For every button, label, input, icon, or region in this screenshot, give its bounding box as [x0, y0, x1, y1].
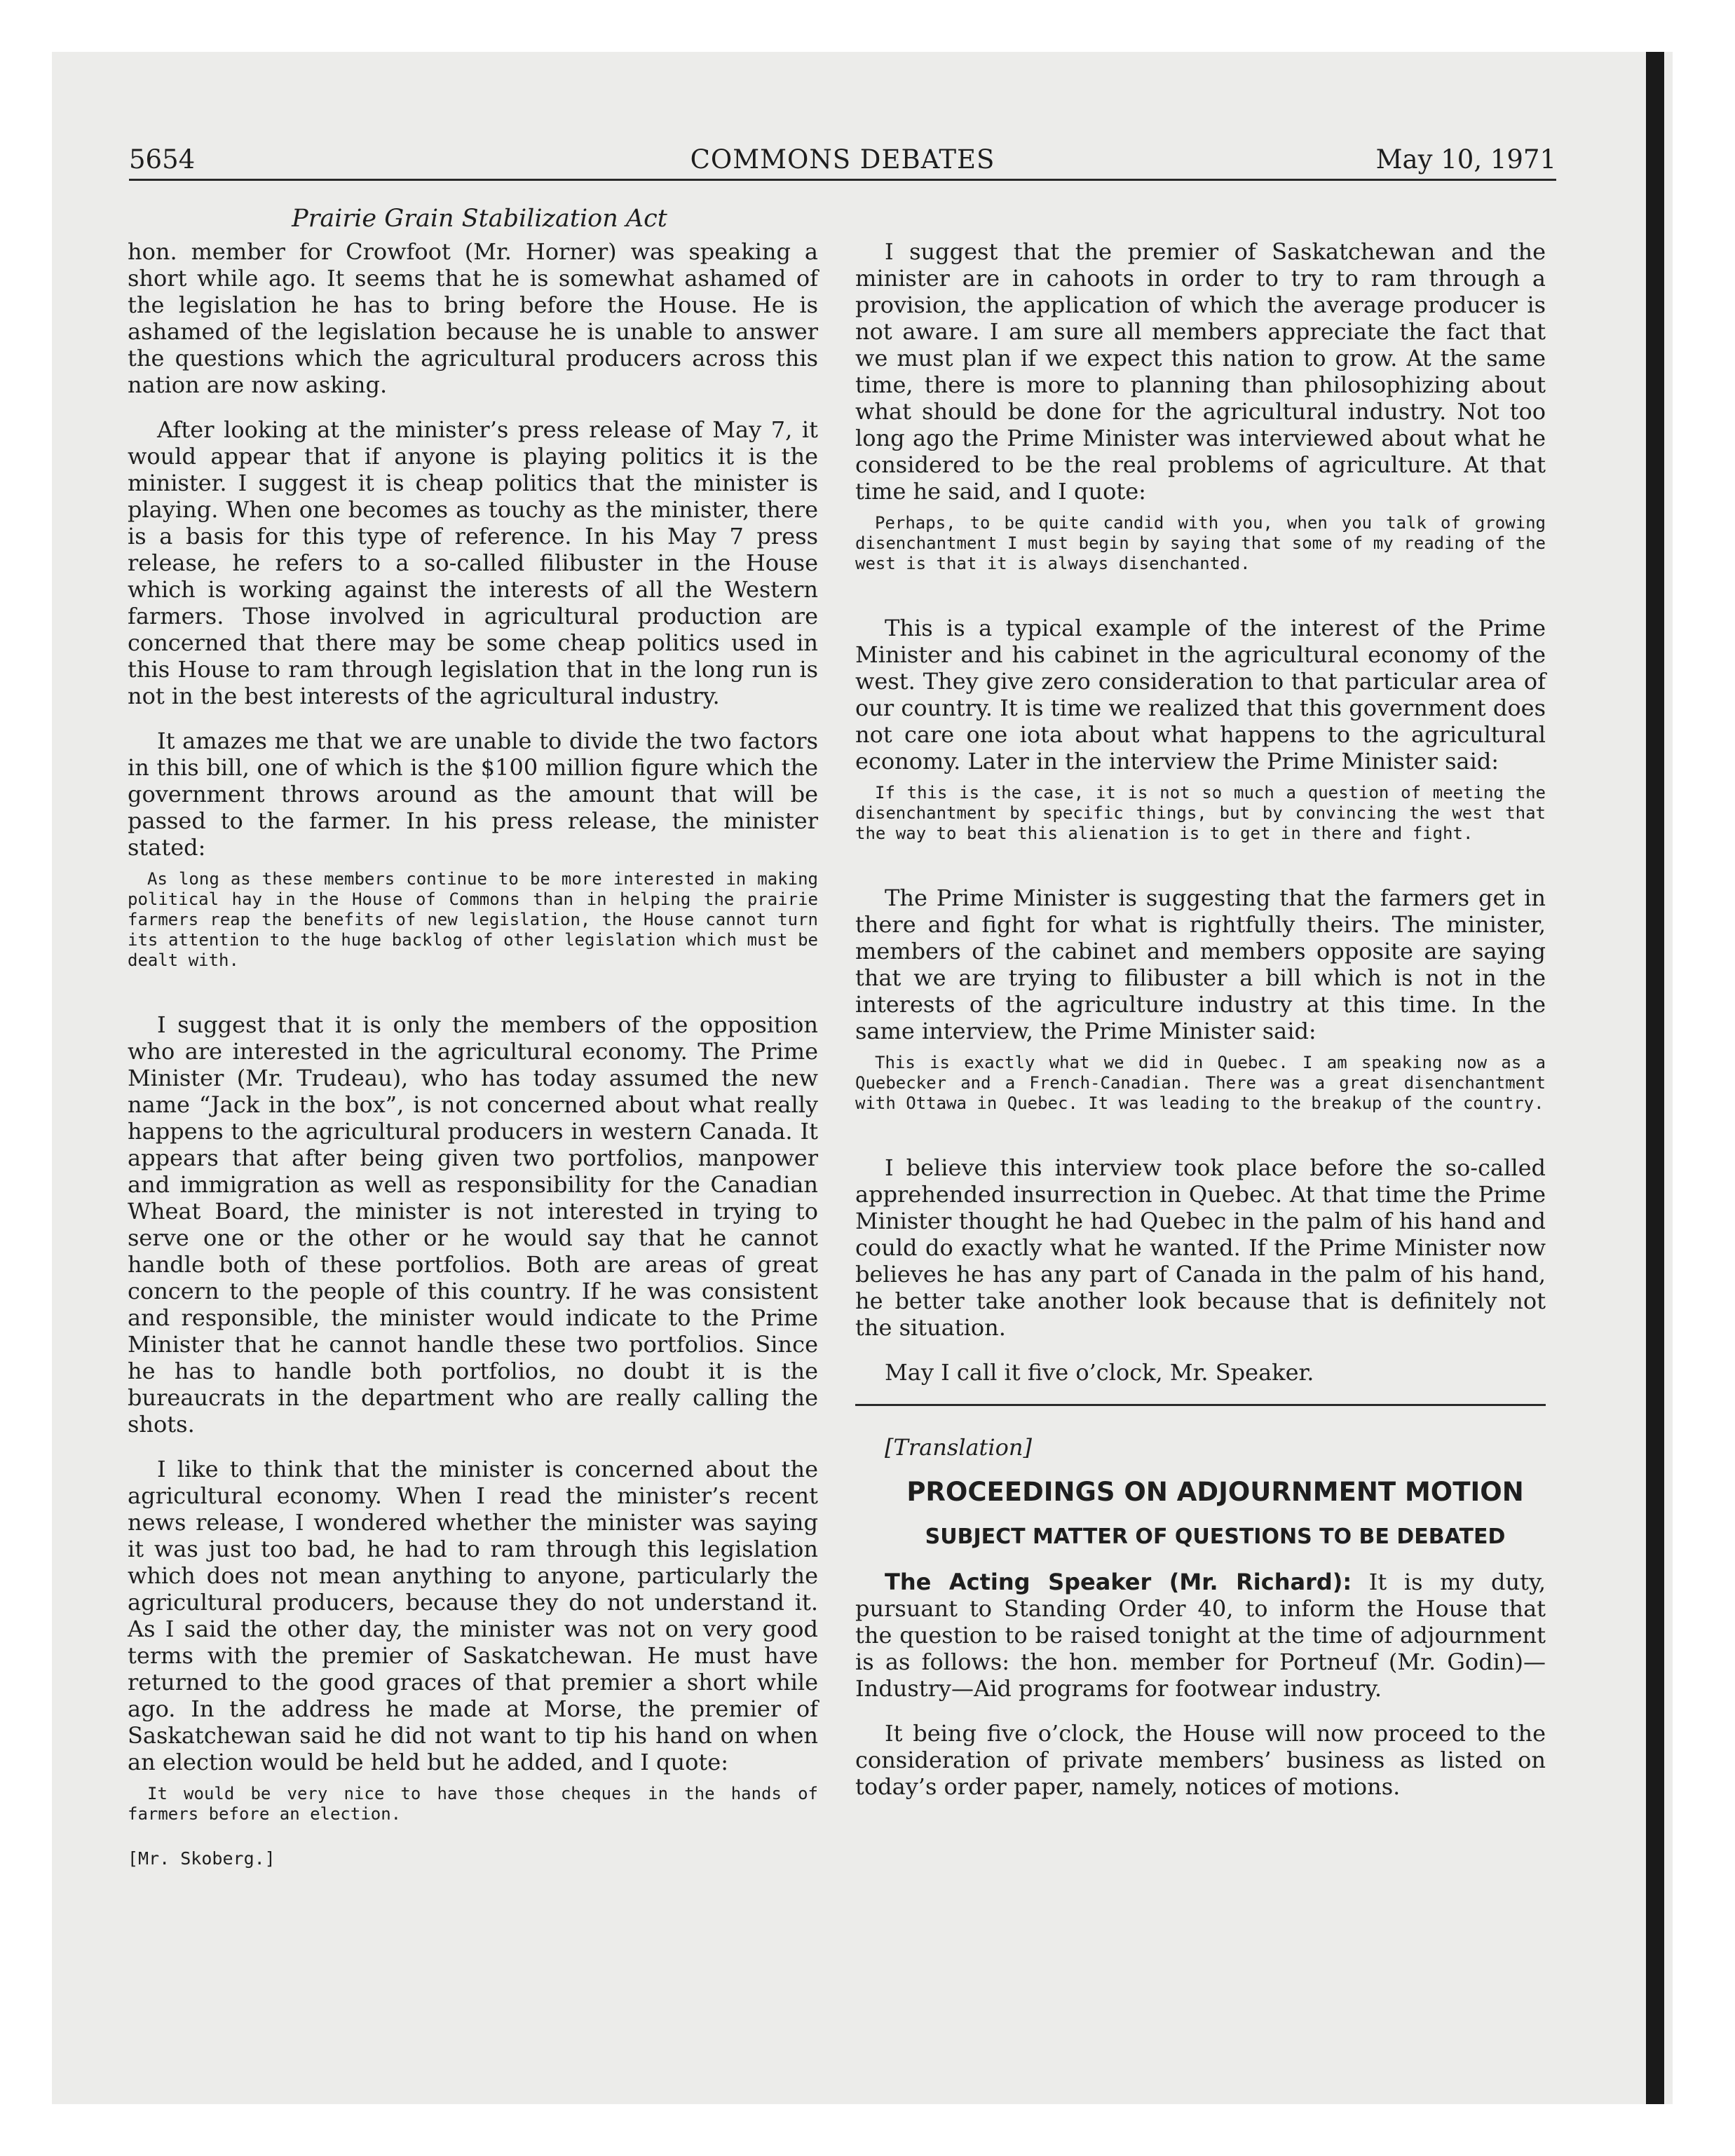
block-quote: If this is the case, it is not so much a question of meeting the disenchantment by specific things, but by convincing the west that the way to beat this alienation is to get in there and fight.: [855, 783, 1546, 843]
paragraph: It amazes me that we are unable to divide the two factors in this bill, one of which is the $100 million figure which the government throws around as the amount that will be passed to the farmer. In his press release, the minister stated:: [128, 728, 818, 861]
right-column: [855, 238, 1546, 1818]
publication-date: May 10, 1971: [1375, 144, 1556, 175]
section-heading: PROCEEDINGS ON ADJOURNMENT MOTION: [906, 1477, 1524, 1507]
block-quote: This is exactly what we did in Quebec. I am speaking now as a Quebecker and a French-Canadian. There was a great disenchantment with Ottawa in Quebec. It was leading to the breakup of the country.: [855, 1053, 1546, 1113]
translation-note: [Translation]: [885, 1434, 1032, 1461]
paragraph: May I call it five o’clock, Mr. Speaker.: [885, 1359, 1314, 1386]
paragraph: hon. member for Crowfoot (Mr. Horner) was speaking a short while ago. It seems that he is somewhat ashamed of the legislation he has to bring before the House. He is ashamed of the legislation because he is unable to answer the questions which the agricultural producers across this nation are now asking.: [128, 238, 818, 398]
paragraph: I like to think that the minister is concerned about the agricultural economy. When I read the minister’s recent news release, I wondered whether the minister was saying it was just too bad, he had to ram through this legislation which does not mean anything to anyone, particularly the agricultural producers, because they do not understand it. As I said the other day, the minister was not on very good terms with the premier of Saskatchewan. He must have returned to the good graces of that premier a short while ago. In the address he made at Morse, the premier of Saskatchewan said he did not want to tip his hand on when an election would be held but he added, and I quote:: [128, 1456, 818, 1775]
page-header: [129, 144, 1556, 181]
block-quote: It would be very nice to have those cheques in the hands of farmers before an election.: [128, 1784, 818, 1824]
paragraph: It being five o’clock, the House will now proceed to the consideration of private members’ business as listed on today’s order paper, namely, notices of motions.: [855, 1720, 1546, 1800]
section-subheading: Prairie Grain Stabilization Act: [292, 205, 667, 233]
publication-title: COMMONS DEBATES: [690, 144, 995, 175]
paragraph: I suggest that it is only the members of the opposition who are interested in the agricultural economy. The Prime Minister (Mr. Trudeau), who has today assumed the new name “Jack in the box”, is not concerned about what really happens to the agricultural producers in western Canada. It appears that after being given two portfolios, manpower and immigration as well as responsibility for the Canadian Wheat Board, the minister is not interested in trying to serve one or the other or he would say that he cannot handle both of these portfolios. Both are areas of great concern to the people of this country. If he was consistent and responsible, the minister would indicate to the Prime Minister that he cannot handle these two portfolios. Since he has to handle both portfolios, no doubt it is the bureaucrats in the department who are really calling the shots.: [128, 1011, 818, 1438]
paragraph: [855, 1569, 1546, 1702]
block-quote: Perhaps, to be quite candid with you, when you talk of growing disenchantment I must begin by saying that some of my reading of the west is that it is always disenchanted.: [855, 513, 1546, 573]
paragraph: After looking at the minister’s press release of May 7, it would appear that if anyone is playing politics it is the minister. I suggest it is cheap politics that the minister is playing. When one becomes as touchy as the minister, there is a basis for this type of reference. In his May 7 press release, he refers to a so-called filibuster in the House which is working against the interests of all the Western farmers. Those involved in agricultural production are concerned that there may be some cheap politics used in this House to ram through legislation that in the long run is not in the best interests of the agricultural industry.: [128, 416, 818, 709]
block-quote: As long as these members continue to be more interested in making political hay in the House of Commons than in helping the prairie farmers reap the benefits of new legislation, the House cannot turn its attention to the huge backlog of other legislation which must be dealt with.: [128, 869, 818, 970]
page-number: 5654: [129, 144, 196, 175]
page-edge-shadow: [1646, 52, 1664, 2104]
speaker-text: It is my duty, pursuant to Standing Order 40, to inform the House that the question to be raised tonight at the time of adjournment is as follows: the hon. member for Portneuf (Mr. Godin)—Industry—Aid programs for footwear industry.: [855, 1569, 1546, 1702]
speaker-signature: [Mr. Skoberg.]: [128, 1848, 275, 1869]
paragraph: I believe this interview took place before the so-called apprehended insurrection in Quebec. At that time the Prime Minister thought he had Quebec in the palm of his hand and could do exactly what he wanted. If the Prime Minister now believes he has any part of Canada in the palm of his hand, he better take another look because that is definitely not the situation.: [855, 1154, 1546, 1341]
speaker-name: The Acting Speaker (Mr. Richard):: [885, 1569, 1352, 1595]
paragraph: The Prime Minister is suggesting that the farmers get in there and fight for what is rightfully theirs. The minister, members of the cabinet and members opposite are saying that we are trying to filibuster a bill which is not in the interests of the agriculture industry at this time. In the same interview, the Prime Minister said:: [855, 885, 1546, 1044]
paragraph: I suggest that the premier of Saskatchewan and the minister are in cahoots in order to try to ram through a provision, the application of which the average producer is not aware. I am sure all members appreciate the fact that we must plan if we expect this nation to grow. At the same time, there is more to planning than philosophizing about what should be done for the agricultural industry. Not too long ago the Prime Minister was interviewed about what he considered to be the real problems of agriculture. At that time he said, and I quote:: [855, 238, 1546, 505]
paragraph: This is a typical example of the interest of the Prime Minister and his cabinet in the agricultural economy of the west. They give zero consideration to that particular area of our country. It is time we realized that this government does not care one iota about what happens to the agricultural economy. Later in the interview the Prime Minister said:: [855, 615, 1546, 775]
left-column: [128, 238, 818, 1890]
section-subheading-right: SUBJECT MATTER OF QUESTIONS TO BE DEBATED: [925, 1524, 1506, 1549]
section-divider: [855, 1404, 1546, 1406]
